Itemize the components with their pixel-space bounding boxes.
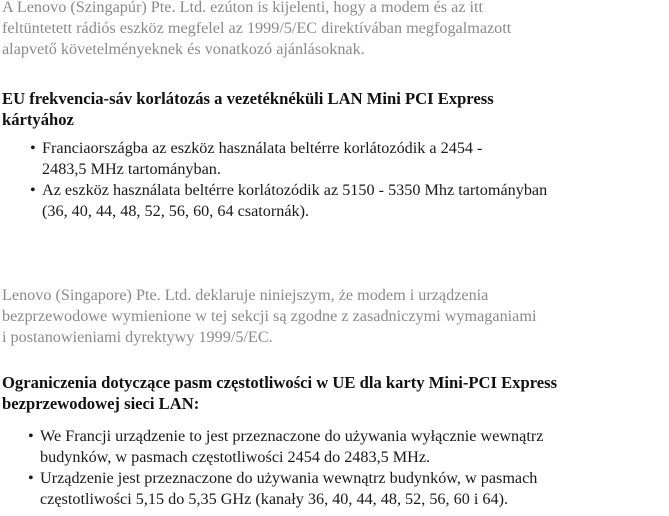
hungarian-heading-line-2: kártyához: [2, 110, 74, 129]
hungarian-intro-line-1: A Lenovo (Szingapúr) Pte. Ltd. ezúton is kijelenti, hogy a modem és az itt: [2, 0, 484, 16]
polish-bullet-item-1: [28, 426, 543, 468]
polish-bullet-1-line-1: We Francji urządzenie to jest przeznaczone do używania wyłącznie wewnątrz: [40, 427, 544, 445]
polish-intro-line-1: Lenovo (Singapore) Pte. Ltd. deklaruje niniejszym, że modem i urządzenia: [2, 286, 489, 304]
polish-intro-line-2: bezprzewodowe wymienione w tej sekcji są zgodne z zasadniczymi wymaganiami: [2, 307, 537, 325]
polish-heading-line-2: bezprzewodowej sieci LAN:: [2, 394, 200, 413]
hungarian-bullet-1-line-2: 2483,5 MHz tartományban.: [42, 160, 221, 178]
polish-bullet-item-2: [28, 468, 543, 510]
hungarian-section-heading: [2, 88, 494, 130]
hungarian-intro-paragraph: [2, 0, 511, 60]
hungarian-intro-line-2: feltüntetett rádiós eszköz megfelel az 1999/5/EC direktívában megfogalmazott: [2, 19, 512, 37]
bullet-marker: •: [28, 469, 34, 487]
bullet-marker: •: [30, 139, 36, 157]
polish-bullet-2-line-2: częstotliwości 5,15 do 5,35 GHz (kanały 36, 40, 44, 48, 52, 56, 60 i 64).: [40, 490, 509, 508]
hungarian-bullet-2-line-2: (36, 40, 44, 48, 52, 56, 60, 64 csatornák).: [42, 202, 310, 220]
hungarian-bullet-item-2: [30, 180, 547, 222]
polish-section-heading: [2, 372, 557, 414]
hungarian-bullet-2-line-1: Az eszköz használata beltérre korlátozódik az 5150 - 5350 Mhz tartományban: [42, 181, 548, 199]
polish-intro-line-3: i postanowieniami dyrektywy 1999/5/EC.: [2, 328, 273, 346]
bullet-marker: •: [28, 427, 34, 445]
polish-bullet-1-line-2: budynków, w pasmach częstotliwości 2454 do 2483,5 MHz.: [40, 448, 431, 466]
polish-intro-paragraph: [2, 285, 536, 348]
hungarian-bullet-item-1: [30, 138, 547, 180]
bullet-marker: •: [30, 181, 36, 199]
hungarian-bullet-list: [30, 138, 547, 222]
polish-heading-line-1: Ograniczenia dotyczące pasm częstotliwości w UE dla karty Mini-PCI Express: [2, 373, 558, 392]
hungarian-intro-line-3: alapvető követelményeknek és vonatkozó ajánlásoknak.: [2, 40, 365, 58]
polish-bullet-list: [28, 426, 543, 510]
hungarian-bullet-1-line-1: Franciaországba az eszköz használata beltérre korlátozódik a 2454 -: [42, 139, 483, 157]
polish-bullet-2-line-1: Urządzenie jest przeznaczone do używania wewnątrz budynków, w pasmach: [40, 469, 538, 487]
hungarian-heading-line-1: EU frekvencia-sáv korlátozás a vezetéknéküli LAN Mini PCI Express: [2, 89, 494, 108]
